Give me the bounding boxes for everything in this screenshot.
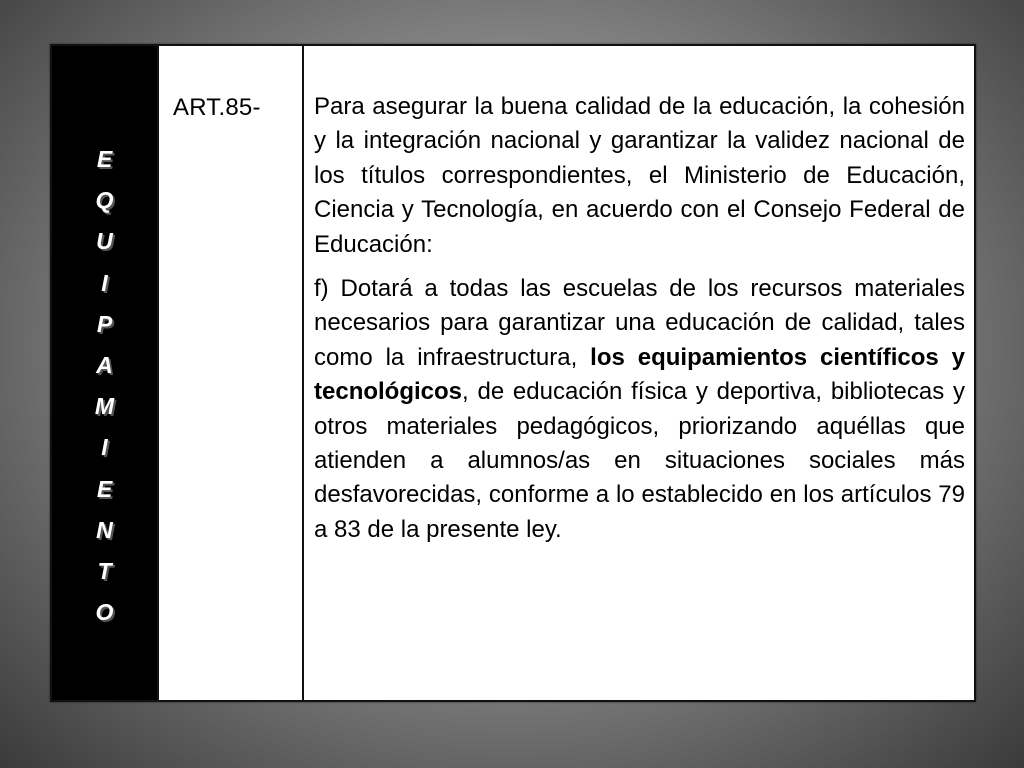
item-f-bold-text: los equipamientos científicos y tecnológicos <box>314 343 965 406</box>
vertical-section-title <box>95 139 114 633</box>
article-number-column <box>159 46 304 700</box>
title-letter: E <box>96 475 113 502</box>
title-letter: O <box>95 599 114 626</box>
title-letter: Q <box>95 187 114 214</box>
title-letter: I <box>101 269 108 296</box>
title-letter: A <box>96 352 113 379</box>
title-letter: I <box>101 434 108 461</box>
title-letter: T <box>97 558 112 585</box>
article-table <box>50 44 976 702</box>
title-letter: U <box>96 228 113 255</box>
title-letter: E <box>96 146 113 172</box>
title-letter: N <box>96 516 113 543</box>
title-letter: P <box>96 310 113 337</box>
item-f-text-end: , de educación física y deportiva, bibliotecas y otros materiales pedagógicos, priorizando aquéllas que atienden a alumnos/as en situaciones sociales más desfavorecidas, conforme a lo establecido en los artículos 79 a 83 de la presente ley. <box>314 378 965 543</box>
section-title-column <box>52 46 159 700</box>
article-intro-paragraph: Para asegurar la buena calidad de la educación, la cohesión y la integración nacional y garantizar la validez nacional de los títulos correspondientes, el Ministerio de Educación, Ciencia y Tecnología, en acuerdo con el Consejo Federal de Educación: <box>314 93 965 258</box>
article-item-f-paragraph <box>314 272 965 547</box>
title-letter: M <box>94 393 115 420</box>
item-f-text-start: f) Dotará a todas las escuelas de los recursos materiales necesarios para garantizar una educación de calidad, tales como la infraestructura, <box>314 275 965 371</box>
article-number: ART.85- <box>173 94 261 121</box>
article-text-column <box>304 46 974 700</box>
